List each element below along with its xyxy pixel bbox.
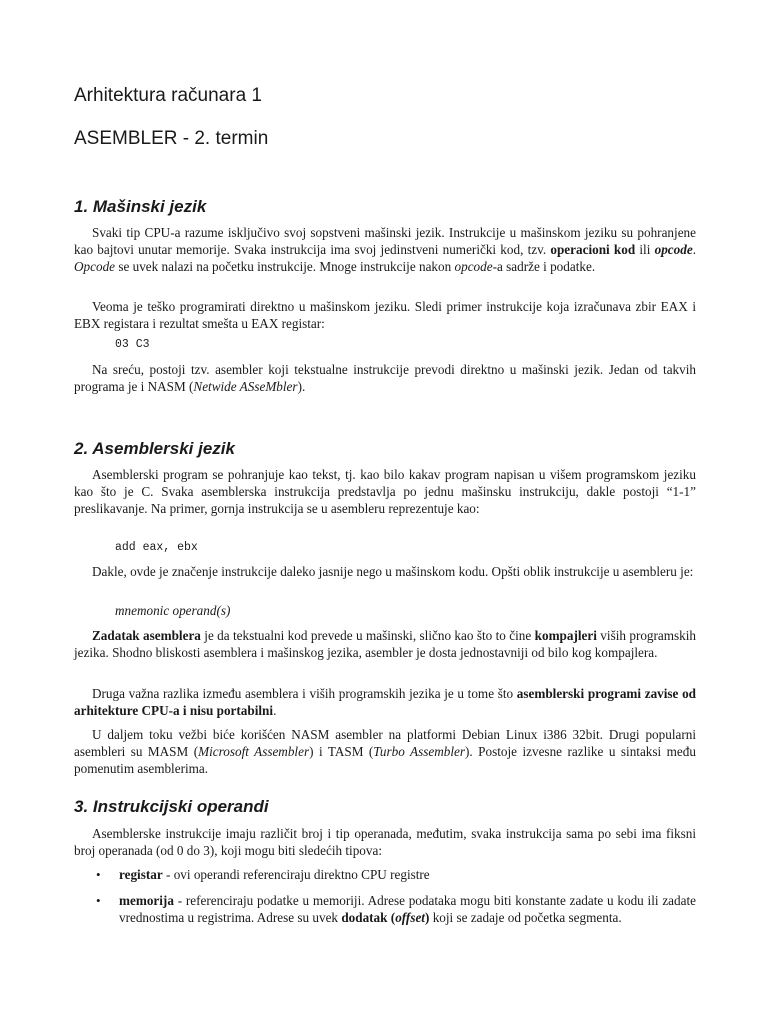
- code-sample-add: add eax, ebx: [115, 541, 198, 554]
- section-heading-instrukcijski-operandi: 3. Instrukcijski operandi: [74, 797, 269, 816]
- operand-type-list: [74, 866, 696, 926]
- paragraph-nasm-platform: U daljem toku vežbi biće korišćen NASM asembler na platformi Debian Linux i386 32bit. Drugi popularni asembleri su MASM (Microsoft Assembler) i TASM (Turbo Assembler). Postoje izvesne razlike u sintaksi među pomenutim asemblerima.: [74, 727, 696, 776]
- code-sample-opcode: 03 C3: [115, 338, 150, 351]
- paragraph-masinski-example: Veoma je teško programirati direktno u mašinskom jeziku. Sledi primer instrukcije koja izračunava zbir EAX i EBX registara i rezultat smešta u EAX registar:: [74, 299, 696, 331]
- document-title: Arhitektura računara 1: [74, 85, 262, 106]
- paragraph-zadatak-asemblera: Zadatak asemblera je da tekstualni kod prevede u mašinski, slično kao što to čine kompajleri viših programskih jezika. Shodno bliskosti asemblera i mašinskog jezika, asembler je dosta jednostavniji od bilo kog kompajlera.: [74, 628, 697, 660]
- paragraph-operandi-intro: Asemblerske instrukcije imaju različit broj i tip operanada, međutim, svaka instrukcija sama po sebi ima fiksni broj operanada (od 0 do 3), koji mogu biti sledećih tipova:: [74, 826, 696, 858]
- bullet-icon: •: [96, 867, 101, 882]
- syntax-mnemonic: mnemonic operand(s): [115, 603, 231, 618]
- section-heading-masinski-jezik: 1. Mašinski jezik: [74, 197, 207, 216]
- bullet-icon: •: [96, 893, 101, 908]
- paragraph-masinski-intro: Svaki tip CPU-a razume isključivo svoj sopstveni mašinski jezik. Instrukcije u mašinskom jeziku su pohranjene kao bajtovi unutar memorije. Svaka instrukcija ima svoj jedinstveni numerički kod, tzv. operacioni kod ili opcode. Opcode se uvek nalazi na početku instrukcije. Mnoge instrukcije nakon opcode-a sadrže i podatke.: [74, 225, 696, 274]
- paragraph-znacenje: Dakle, ovde je značenje instrukcije daleko jasnije nego u mašinskom kodu. Opšti oblik instrukcije u asembleru je:: [92, 564, 694, 579]
- paragraph-nasm-intro: Na sreću, postoji tzv. asembler koji tekstualne instrukcije prevodi direktno u mašinski jezik. Jedan od takvih programa je i NASM (Netwide ASseMbler).: [74, 362, 696, 394]
- paragraph-razlika: Druga važna razlika između asemblera i viših programskih jezika je u tome što asemblerski programi zavise od arhitekture CPU-a i nisu portabilni.: [74, 686, 696, 718]
- paragraph-asemblerski-intro: Asemblerski program se pohranjuje kao tekst, tj. kao bilo kakav program napisan u višem programskom jeziku kao što je C. Svaka asemblerska instrukcija predstavlja po jednu mašinsku instrukciju, dakle postoji “1-1” preslikavanje. Na primer, gornja instrukcija se u asembleru reprezentuje kao:: [74, 467, 696, 516]
- list-item-memorija: • memorija - referenciraju podatke u memoriji. Adrese podataka mogu biti konstante zadate u kodu ili zadate vrednostima u registrima. Adrese su uvek dodatak (offset) koji se zadaje od početka segmenta.: [96, 893, 696, 925]
- section-heading-asemblerski-jezik: 2. Asemblerski jezik: [74, 439, 235, 458]
- list-item-registar: • registar - ovi operandi referenciraju direktno CPU registre: [96, 867, 430, 882]
- document-subtitle: ASEMBLER - 2. termin: [74, 128, 269, 149]
